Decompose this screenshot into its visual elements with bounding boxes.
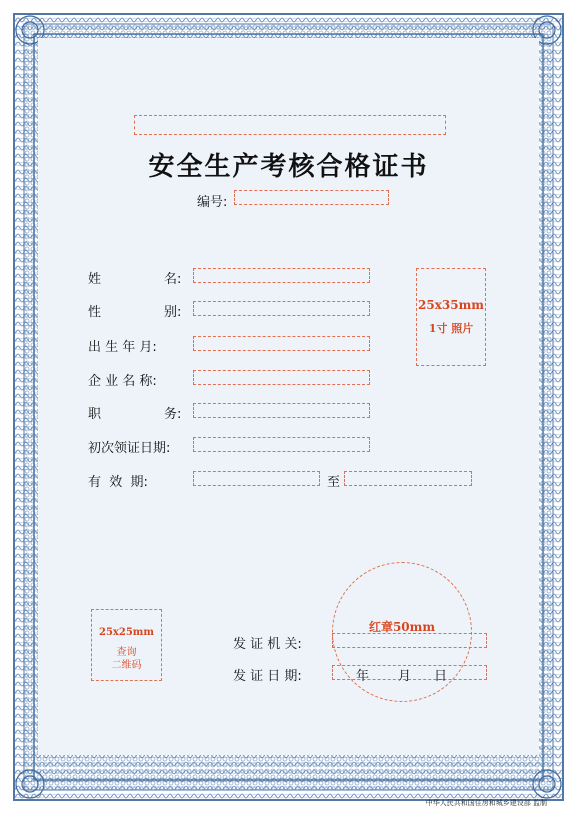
header-placeholder bbox=[134, 115, 446, 135]
footer-issuer: 中华人民共和国住房和城乡建设部 监制 bbox=[425, 799, 547, 807]
number-field[interactable] bbox=[234, 190, 389, 205]
position-label-b: 务: bbox=[164, 407, 182, 422]
photo-placeholder bbox=[416, 268, 486, 366]
validity-label: 有 效 期: bbox=[88, 475, 148, 490]
first-issue-field[interactable] bbox=[193, 437, 370, 452]
issue-date-label: 发 证 日 期: bbox=[233, 669, 302, 684]
gender-field[interactable] bbox=[193, 301, 370, 316]
qr-query-text: 查询 bbox=[116, 647, 137, 658]
qr-code-text: 二维码 bbox=[111, 660, 142, 671]
validity-start-field[interactable] bbox=[193, 471, 320, 486]
name-label-b: 名: bbox=[164, 272, 182, 287]
month-label: 月 bbox=[398, 669, 412, 684]
validity-to-label: 至 bbox=[327, 475, 341, 490]
company-field[interactable] bbox=[193, 370, 370, 385]
name-field[interactable] bbox=[193, 268, 370, 283]
seal-text: 红章50mm bbox=[368, 620, 436, 634]
photo-size-text: 25x35mm bbox=[418, 298, 484, 312]
position-field[interactable] bbox=[193, 403, 370, 418]
company-label: 企 业 名 称: bbox=[88, 374, 157, 389]
validity-end-field[interactable] bbox=[344, 471, 472, 486]
issuer-label: 发 证 机 关: bbox=[233, 637, 302, 652]
gender-label-b: 别: bbox=[164, 305, 182, 320]
issuer-field[interactable] bbox=[332, 633, 487, 648]
qr-size-text: 25x25mm bbox=[99, 627, 154, 638]
name-label-a: 姓 bbox=[88, 272, 102, 287]
photo-type-text: 1寸 照片 bbox=[428, 322, 474, 335]
number-label: 编号: bbox=[197, 195, 228, 210]
gender-label-a: 性 bbox=[88, 305, 102, 320]
birth-field[interactable] bbox=[193, 336, 370, 351]
page-title: 安全生产考核合格证书 bbox=[148, 152, 429, 182]
position-label-a: 职 bbox=[88, 407, 102, 422]
day-label: 日 bbox=[434, 669, 448, 684]
birth-label: 出 生 年 月: bbox=[88, 340, 157, 355]
year-label: 年 bbox=[356, 669, 370, 684]
first-issue-label: 初次领证日期: bbox=[88, 441, 171, 456]
